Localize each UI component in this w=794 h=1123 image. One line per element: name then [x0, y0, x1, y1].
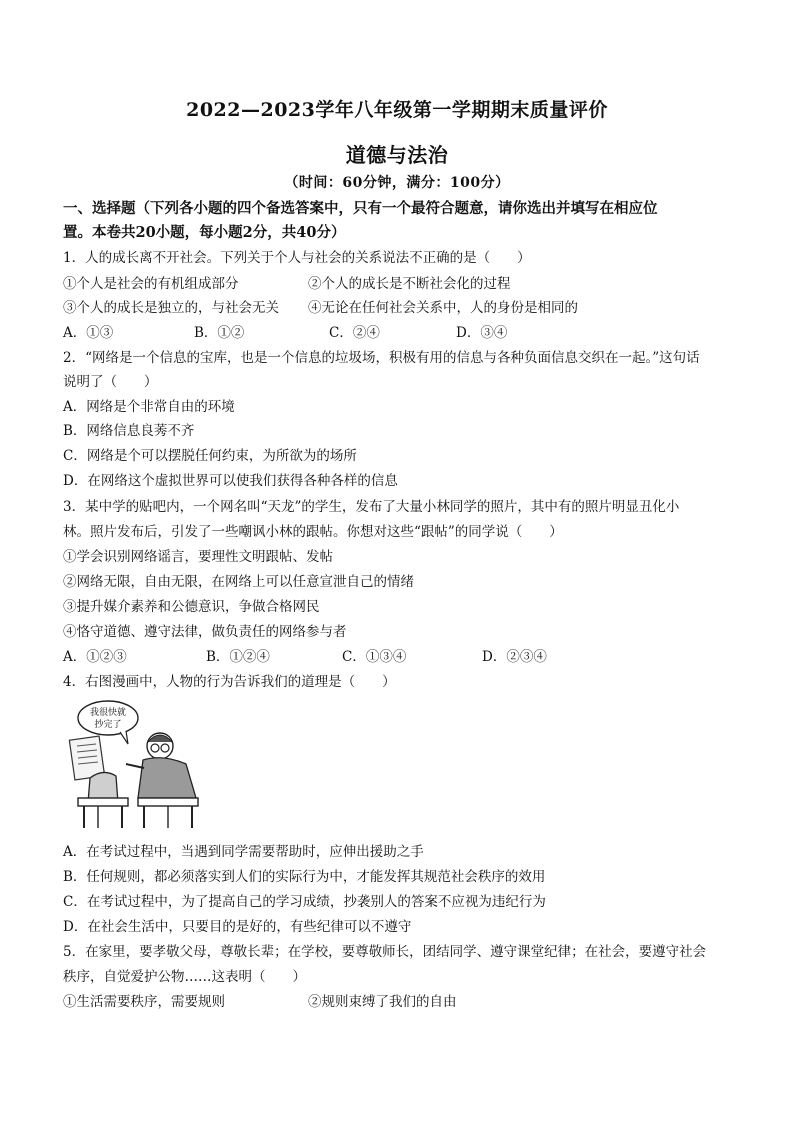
q3-statement-2: ②网络无限，自由无限，在网络上可以任意宣泄自己的情绪: [63, 574, 414, 590]
q3-option-a: A．①②③: [63, 649, 127, 665]
q2-option-a: A．网络是个非常自由的环境: [63, 399, 235, 415]
q1-statement-1: ①个人是社会的有机组成部分: [63, 276, 239, 292]
q4-stem: 4．右图漫画中，人物的行为告诉我们的道理是（ ）: [63, 674, 396, 690]
section-heading: [63, 197, 743, 245]
q2-option-b: B．网络信息良莠不齐: [63, 423, 195, 439]
q1-stem: 1．人的成长离不开社会。下列关于个人与社会的关系说法不正确的是（ ）: [63, 250, 531, 266]
q3-statement-1: ①学会识别网络谣言，要理性文明跟帖、发帖: [63, 549, 333, 565]
q1-statement-2: ②个人的成长是不断社会化的过程: [308, 276, 511, 292]
cheating-cartoon-illustration: [68, 698, 218, 833]
section-heading-line-2: 置。本卷共20小题，每小题2分，共40分）: [63, 224, 346, 241]
q1-statement-4: ④无论在任何社会关系中，人的身份是相同的: [308, 300, 578, 316]
q5-statement-1: ①生活需要秩序，需要规则: [63, 994, 225, 1010]
q1-option-a: A．①③: [63, 325, 114, 341]
exam-meta: （时间：60分钟，满分：100分）: [284, 175, 510, 191]
q5-stem-line-2: 秩序，自觉爱护公物……这表明（ ）: [63, 969, 306, 985]
q3-option-b: B．①②④: [206, 649, 270, 665]
subject-title: 道德与法治: [345, 143, 449, 167]
q4-option-a: A．在考试过程中，当遇到同学需要帮助时，应伸出援助之手: [63, 844, 424, 860]
q5-statement-2: ②规则束缚了我们的自由: [308, 994, 457, 1010]
q3-stem-line-1: 3．某中学的贴吧内，一个网名叫“天龙”的学生，发布了大量小林同学的照片，其中有的照片明显丑化小: [63, 499, 680, 515]
q2-option-d: D．在网络这个虚拟世界可以使我们获得各种各样的信息: [63, 473, 398, 489]
section-heading-line-1: 一、选择题（下列各小题的四个备选答案中，只有一个最符合题意，请你选出并填写在相应位: [63, 200, 658, 217]
q3-option-c: C．①③④: [342, 649, 407, 665]
q1-option-d: D．③④: [456, 325, 508, 341]
speech-bubble-text-1: 我很快就: [89, 708, 127, 718]
q5-stem-line-1: 5．在家里，要孝敬父母，尊敬长辈；在学校，要尊敬师长，团结同学、遵守课堂纪律；在社会，要遵守社会: [63, 944, 707, 960]
q3-statement-4: ④恪守道德、遵守法律，做负责任的网络参与者: [63, 624, 347, 640]
q4-option-b: B．任何规则，都必须落实到人们的实际行为中，才能发挥其规范社会秩序的效用: [63, 869, 546, 885]
q2-stem-line-2: 说明了（ ）: [63, 374, 158, 390]
q3-option-d: D．②③④: [482, 649, 547, 665]
q1-option-c: C．②④: [329, 325, 380, 341]
q1-option-b: B．①②: [194, 325, 245, 341]
q3-stem-line-2: 林。照片发布后，引发了一些嘲讽小林的跟帖。你想对这些“跟帖”的同学说（ ）: [63, 524, 563, 540]
q1-statement-3: ③个人的成长是独立的，与社会无关: [63, 300, 279, 316]
q2-option-c: C．网络是个可以摆脱任何约束，为所欲为的场所: [63, 448, 357, 464]
exam-title: 2022—2023学年八年级第一学期期末质量评价: [186, 99, 608, 121]
speech-bubble-text-2: 抄完了: [94, 720, 122, 730]
q2-stem-line-1: 2．“网络是一个信息的宝库，也是一个信息的垃圾场，积极有用的信息与各种负面信息交织在一起。”这句话: [63, 350, 700, 366]
q3-statement-3: ③提升媒介素养和公德意识，争做合格网民: [63, 599, 320, 615]
q4-option-d: D．在社会生活中，只要目的是好的，有些纪律可以不遵守: [63, 919, 412, 935]
q4-option-c: C．在考试过程中，为了提高自己的学习成绩，抄袭别人的答案不应视为违纪行为: [63, 894, 546, 910]
